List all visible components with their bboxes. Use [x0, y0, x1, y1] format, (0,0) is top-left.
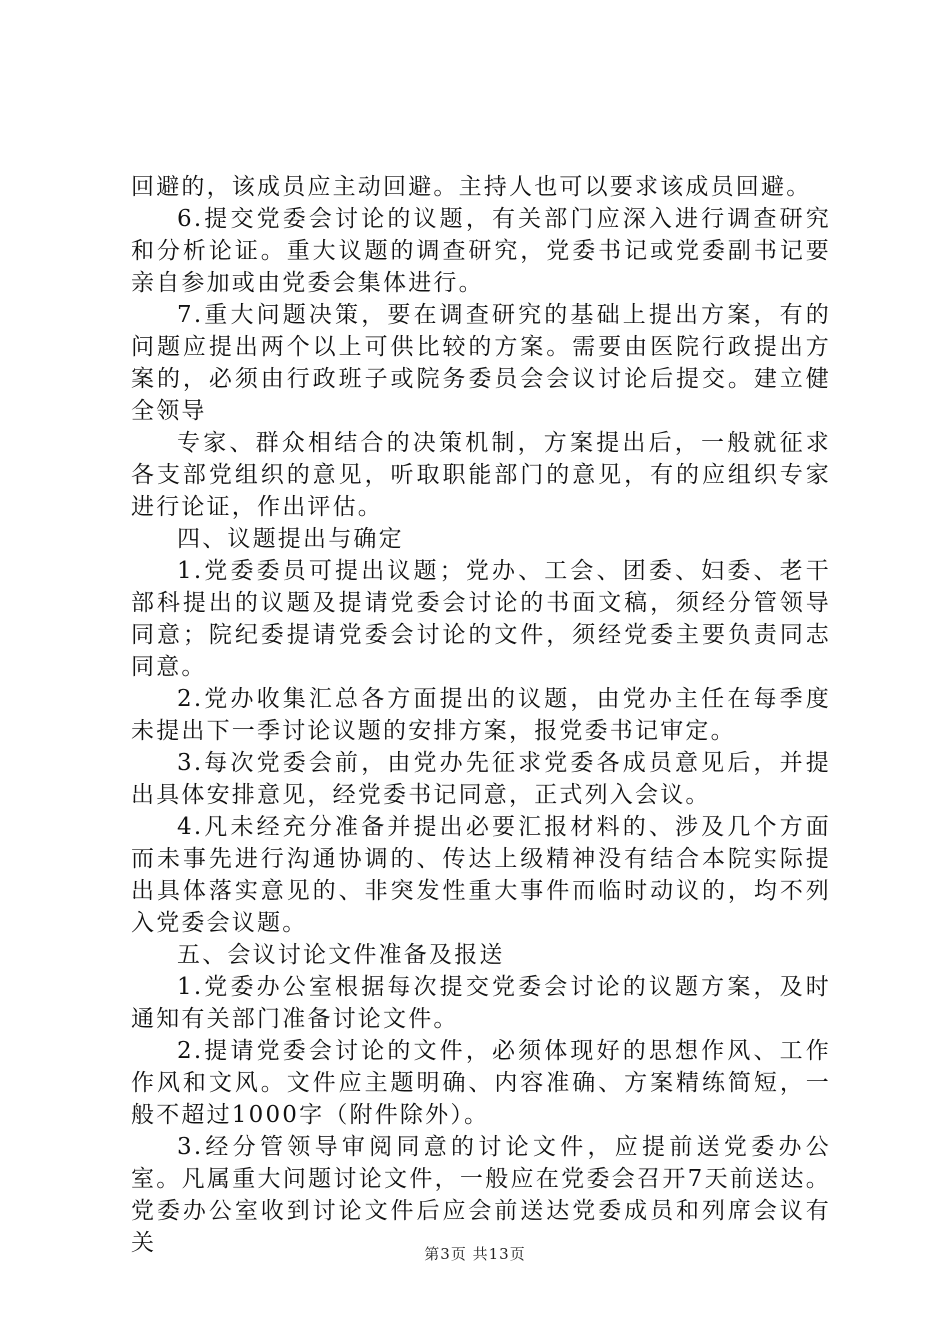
paragraph-section5-item-1: 1.党委办公室根据每次提交党委会讨论的议题方案，及时通知有关部门准备讨论文件。	[131, 974, 831, 1032]
paragraph-item-6: 6.提交党委会讨论的议题，有关部门应深入进行调查研究和分析论证。重大议题的调查研究，党委书记或党委副书记要亲自参加或由党委会集体进行。	[131, 206, 831, 296]
paragraph-item-7: 7.重大问题决策，要在调查研究的基础上提出方案，有的问题应提出两个以上可供比较的方案。需要由医院行政提出方案的，必须由行政班子或院务委员会会议讨论后提交。建立健全领导	[131, 302, 831, 424]
paragraph-section4-item-4: 4.凡未经充分准备并提出必要汇报材料的、涉及几个方面而未事先进行沟通协调的、传达上级精神没有结合本院实际提出具体落实意见的、非突发性重大事件而临时动议的，均不列入党委会议题。	[131, 814, 831, 936]
paragraph-item-7-continued: 专家、群众相结合的决策机制，方案提出后，一般就征求各支部党组织的意见，听取职能部门的意见，有的应组织专家进行论证，作出评估。	[131, 430, 831, 520]
paragraph-section5-item-2: 2.提请党委会讨论的文件，必须体现好的思想作风、工作作风和文风。文件应主题明确、内容准确、方案精练简短，一般不超过1000字（附件除外）。	[131, 1038, 831, 1128]
section-heading-4: 四、议题提出与确定	[177, 526, 404, 552]
page-number-footer: 第3页 共13页	[424, 1245, 526, 1263]
paragraph-section4-item-1: 1.党委委员可提出议题；党办、工会、团委、妇委、老干部科提出的议题及提请党委会讨论的书面文稿，须经分管领导同意；院纪委提请党委会讨论的文件，须经党委主要负责同志同意。	[131, 558, 831, 680]
paragraph-section4-item-2: 2.党办收集汇总各方面提出的议题，由党办主任在每季度未提出下一季讨论议题的安排方案，报党委书记审定。	[131, 686, 831, 744]
paragraph-section4-item-3: 3.每次党委会前，由党办先征求党委各成员意见后，并提出具体安排意见，经党委书记同意，正式列入会议。	[131, 750, 831, 808]
paragraph-section5-item-3: 3.经分管领导审阅同意的讨论文件，应提前送党委办公室。凡属重大问题讨论文件，一般应在党委会召开7天前送达。党委办公室收到讨论文件后应会前送达党委成员和列席会议有关	[131, 1134, 831, 1256]
section-heading-5: 五、会议讨论文件准备及报送	[177, 942, 505, 968]
document-body	[131, 171, 831, 1259]
paragraph-continuation: 回避的，该成员应主动回避。主持人也可以要求该成员回避。	[131, 174, 812, 200]
